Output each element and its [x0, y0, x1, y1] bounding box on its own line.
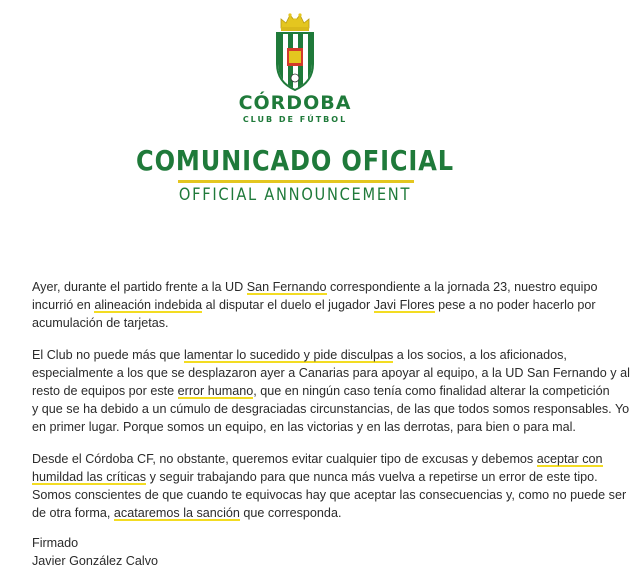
title-divider [178, 180, 414, 183]
highlighted-text: alineación indebida [94, 298, 203, 312]
club-crest-icon [272, 8, 318, 92]
text-line: en primer lugar. Porque somos un equipo, en las victorias y en las derrotas, para bien o para mal. [32, 420, 576, 434]
highlighted-text: San Fernando [246, 280, 327, 294]
signature-name: Javier González Calvo [32, 554, 158, 568]
paragraph-1 [32, 278, 598, 332]
highlighted-text: error humano [177, 384, 254, 398]
crown-icon [281, 13, 309, 31]
text-line: de otra forma, acataremos la sanción que corresponda. [32, 506, 342, 520]
highlighted-text: acataremos la sanción [113, 506, 240, 520]
paragraph-3 [32, 450, 627, 522]
highlighted-text: Javi Flores [373, 298, 435, 312]
text-line: Ayer, durante el partido frente a la UD San Fernando correspondiente a la jornada 23, nuestro equipo [32, 280, 598, 294]
highlighted-text: lamentar lo sucedido y pide disculpas [183, 348, 394, 362]
text-line: incurrió en alineación indebida al disputar el duelo el jugador Javi Flores pese a no poder hacerlo por [32, 298, 596, 312]
signature-block [32, 534, 592, 570]
announcement-subtitle: OFFICIAL ANNOUNCEMENT [178, 185, 412, 205]
text-line: humildad las críticas y seguir trabajando para que nunca más vuelva a repetirse un error de este tipo. [32, 470, 598, 484]
highlighted-text: humildad las críticas [32, 470, 147, 484]
announcement-title: COMUNICADO OFICIAL [136, 144, 454, 177]
text-line: y que se ha debido a un cúmulo de desgraciadas circunstancias, de las que todos somos responsables. Yo [32, 402, 630, 416]
text-line: resto de equipos por este error humano, que en ningún caso tenía como finalidad alterar la competición [32, 384, 610, 398]
text-line: Desde el Córdoba CF, no obstante, queremos evitar cualquier tipo de excusas y debemos aceptar con [32, 452, 603, 466]
text-line: Somos conscientes de que cuando te equivocas hay que aceptar las consecuencias y, como no puede ser [32, 488, 627, 502]
signature-label: Firmado [32, 536, 79, 550]
text-line: especialmente a los que se desplazaron ayer a Canarias para apoyar al equipo, a la UD San Fernando y al [32, 366, 630, 380]
announcement-body [32, 278, 630, 584]
club-subtitle: CLUB DE FÚTBOL [242, 115, 348, 124]
text-line: acumulación de tarjetas. [32, 316, 169, 330]
paragraph-2 [32, 346, 630, 436]
text-line: El Club no puede más que lamentar lo sucedido y pide disculpas a los socios, a los aficionados, [32, 348, 567, 362]
highlighted-text: aceptar con [536, 452, 603, 466]
club-name: CÓRDOBA [238, 92, 352, 114]
